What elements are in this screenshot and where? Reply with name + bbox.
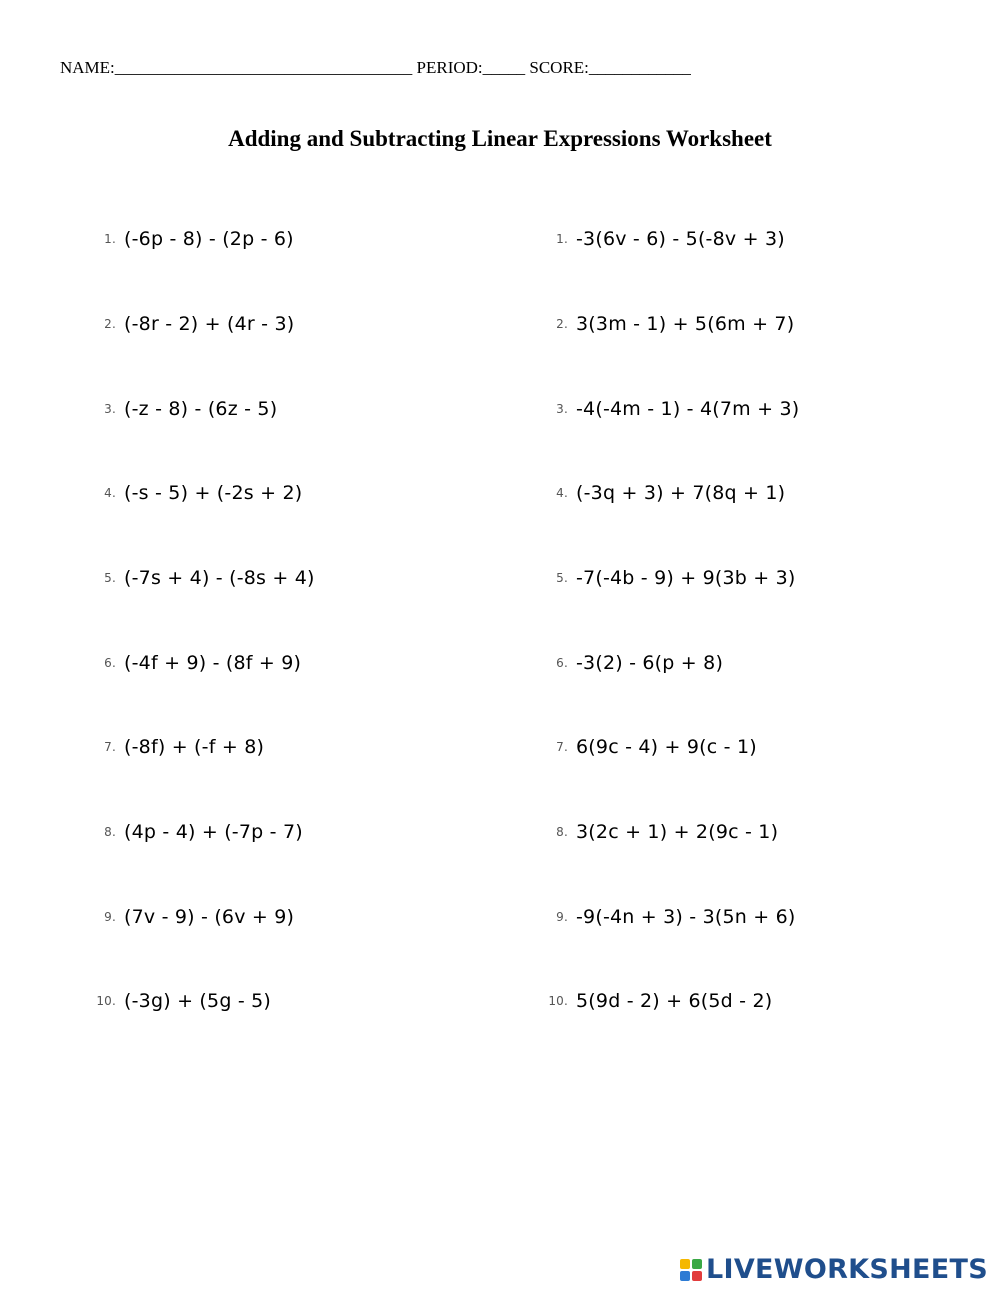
problem-item (88, 990, 271, 1012)
problem-number: 2. (104, 317, 116, 331)
problem-expression: 3(2c + 1) + 2(9c - 1) (576, 821, 779, 843)
problem-item (88, 567, 315, 589)
problem-item (540, 567, 796, 589)
logo-blocks-icon (680, 1259, 702, 1281)
problem-number: 3. (556, 402, 568, 416)
problem-expression: (-3q + 3) + 7(8q + 1) (576, 482, 786, 504)
problem-item (540, 228, 785, 250)
problem-expression: (-z - 8) - (6z - 5) (124, 398, 278, 420)
logo-block (692, 1259, 702, 1269)
problem-expression: -3(6v - 6) - 5(-8v + 3) (576, 228, 785, 250)
problem-expression: (-6p - 8) - (2p - 6) (124, 228, 294, 250)
problem-item (540, 736, 757, 758)
problem-item (88, 398, 277, 420)
problem-number: 2. (556, 317, 568, 331)
problem-number: 9. (556, 910, 568, 924)
problem-item (540, 313, 794, 335)
header-name-period-score: NAME:___________________________________ PERIOD:_____ SCORE:____________ (60, 58, 691, 77)
problem-number: 6. (556, 656, 568, 670)
problem-expression: 3(3m - 1) + 5(6m + 7) (576, 313, 795, 335)
logo-block (692, 1271, 702, 1281)
problem-item (88, 228, 294, 250)
problem-expression: (4p - 4) + (-7p - 7) (124, 821, 303, 843)
problem-number: 10. (96, 994, 116, 1008)
problem-expression: (-3g) + (5g - 5) (124, 990, 272, 1012)
problem-number: 1. (104, 232, 116, 246)
problem-expression: (7v - 9) - (6v + 9) (124, 906, 295, 928)
problem-number: 1. (556, 232, 568, 246)
problem-expression: (-4f + 9) - (8f + 9) (124, 652, 302, 674)
worksheet-title: Adding and Subtracting Linear Expressions Worksheet (228, 126, 772, 151)
problem-expression: -3(2) - 6(p + 8) (576, 652, 724, 674)
problem-item (88, 736, 264, 758)
problem-expression: -9(-4n + 3) - 3(5n + 6) (576, 906, 796, 928)
logo-text: LIVEWORKSHEETS (705, 1254, 988, 1285)
problem-number: 4. (556, 486, 568, 500)
logo-block (680, 1271, 690, 1281)
problem-item (88, 313, 294, 335)
problem-item (540, 652, 723, 674)
problem-item (540, 906, 796, 928)
problem-number: 8. (104, 825, 116, 839)
problem-item (540, 398, 799, 420)
problem-expression: (-s - 5) + (-2s + 2) (124, 482, 303, 504)
problem-number: 5. (556, 571, 568, 585)
problem-number: 6. (104, 656, 116, 670)
problem-expression: (-8f) + (-f + 8) (124, 736, 265, 758)
problem-expression: 6(9c - 4) + 9(c - 1) (576, 736, 757, 758)
problem-item (88, 652, 301, 674)
problem-expression: (-7s + 4) - (-8s + 4) (124, 567, 315, 589)
problem-item (540, 821, 778, 843)
problem-item (88, 821, 303, 843)
problem-number: 4. (104, 486, 116, 500)
problem-expression: -7(-4b - 9) + 9(3b + 3) (576, 567, 796, 589)
problem-item (540, 990, 772, 1012)
problem-number: 7. (556, 740, 568, 754)
problem-item (88, 482, 302, 504)
logo-block (680, 1259, 690, 1269)
problem-number: 5. (104, 571, 116, 585)
problem-number: 7. (104, 740, 116, 754)
problem-item (88, 906, 294, 928)
problem-expression: -4(-4m - 1) - 4(7m + 3) (576, 398, 800, 420)
problem-number: 10. (548, 994, 568, 1008)
problem-number: 9. (104, 910, 116, 924)
problem-expression: 5(9d - 2) + 6(5d - 2) (576, 990, 773, 1012)
liveworksheets-logo[interactable] (680, 1254, 988, 1285)
problem-number: 3. (104, 402, 116, 416)
problem-number: 8. (556, 825, 568, 839)
problem-expression: (-8r - 2) + (4r - 3) (124, 313, 295, 335)
problem-item (540, 482, 785, 504)
